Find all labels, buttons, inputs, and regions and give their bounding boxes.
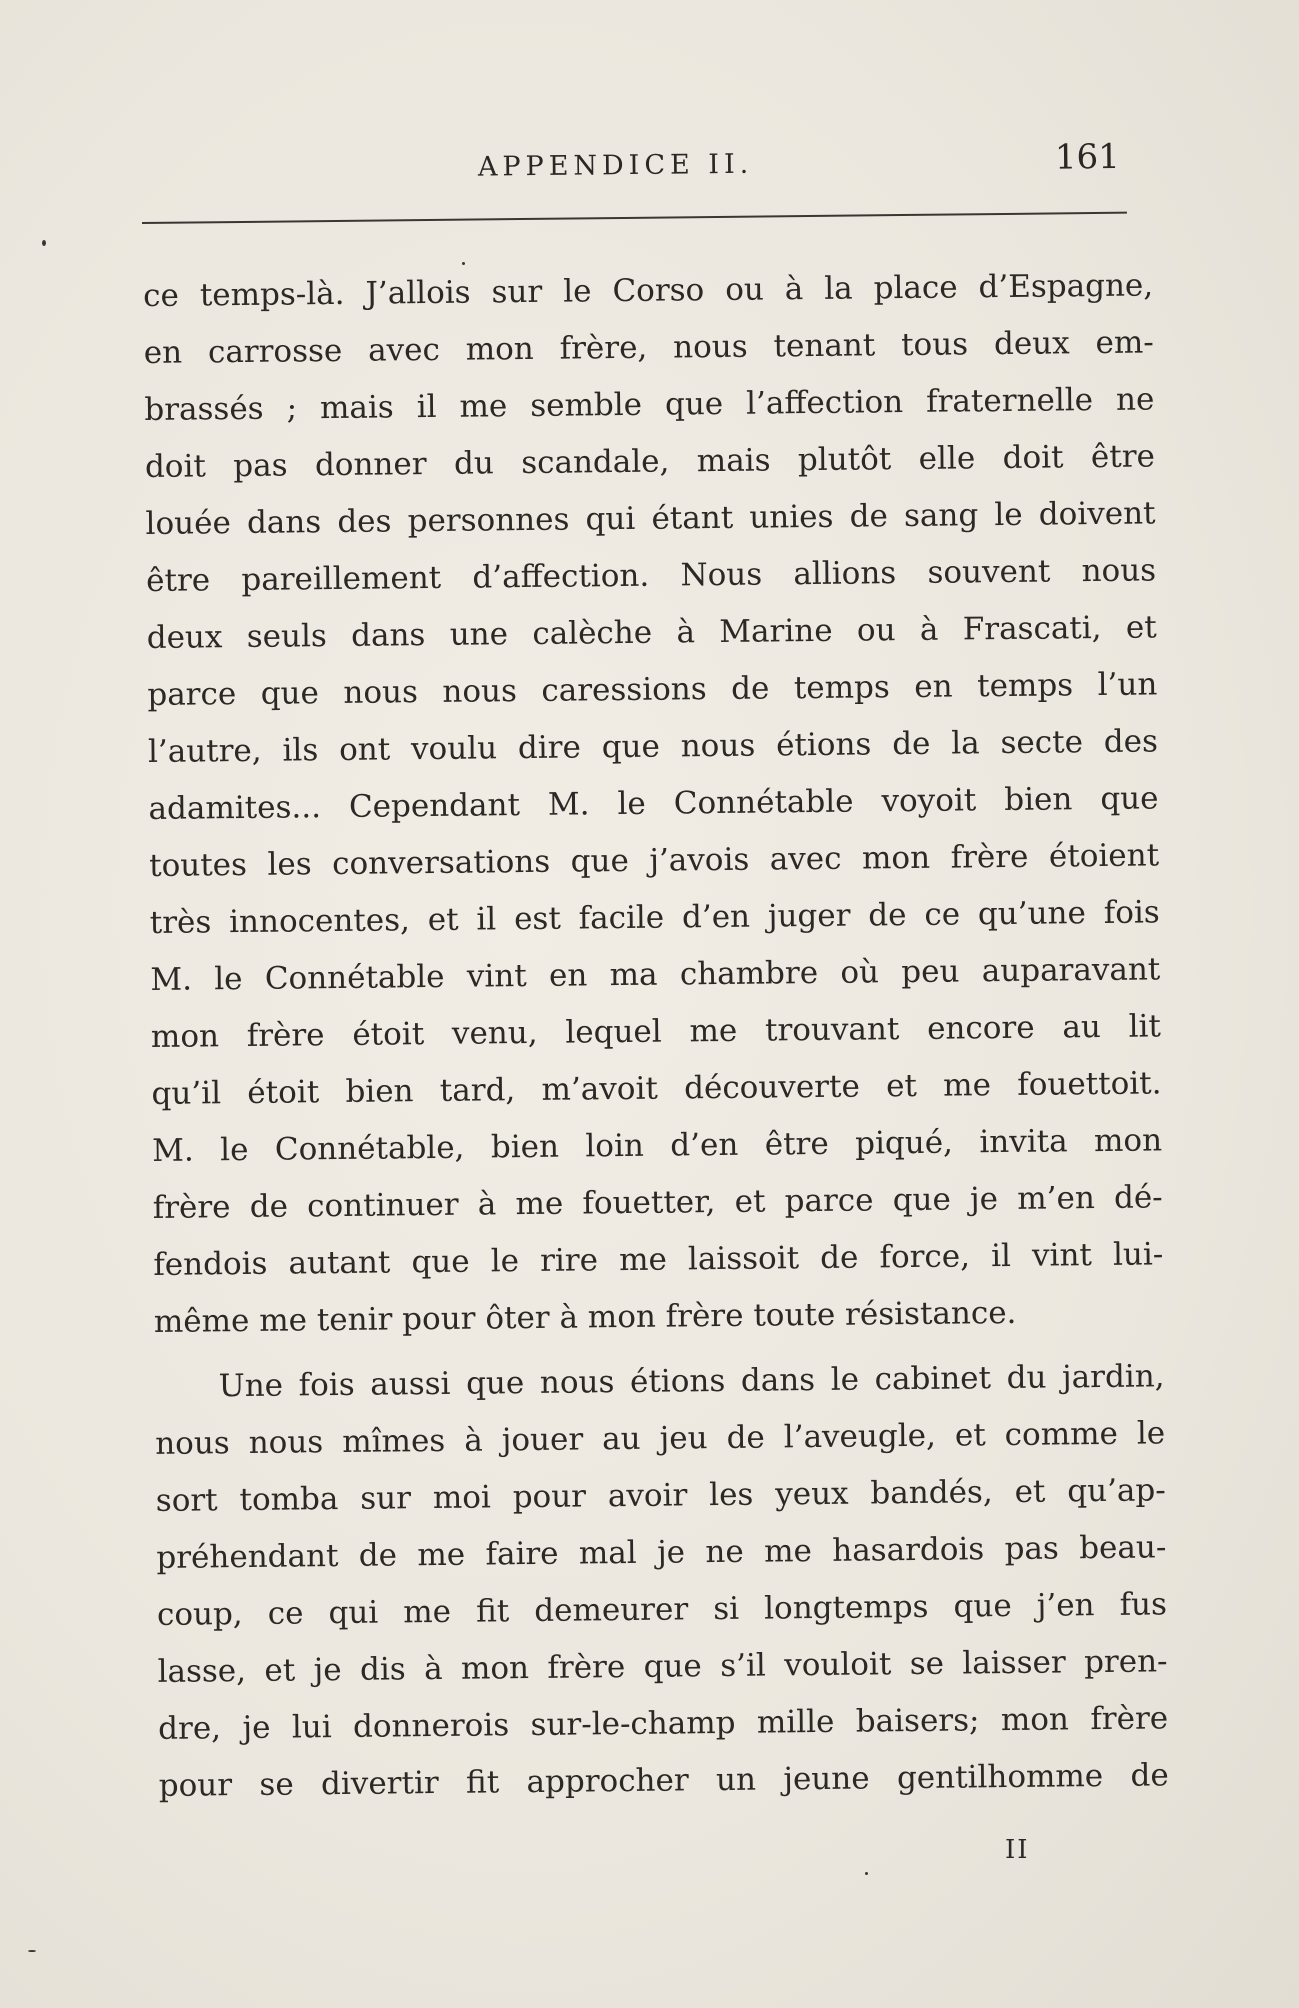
- text-line: préhendant de me faire mal je ne me hasardois pas beau-: [156, 1529, 1167, 1576]
- signature-mark: II: [1005, 1835, 1030, 1865]
- text-line: adamites... Cependant M. le Connétable voyoit bien que: [148, 780, 1159, 827]
- ink-speck: [462, 262, 465, 265]
- text-line: Une fois aussi que nous étions dans le cabinet du jardin,: [218, 1358, 1165, 1405]
- page-header: [140, 136, 1125, 205]
- text-line: nous nous mîmes à jouer au jeu de l’aveugle, et comme le: [155, 1415, 1166, 1462]
- text-line: lasse, et je dis à mon frère que s’il vouloit se laisser pren-: [157, 1643, 1168, 1690]
- ink-speck: [865, 1872, 868, 1875]
- text-line: l’autre, ils ont voulu dire que nous étions de la secte des: [147, 723, 1159, 770]
- body-text: [143, 267, 1169, 1824]
- header-rule: [142, 212, 1127, 224]
- text-line: louée dans des personnes qui étant unies de sang le doivent: [145, 495, 1156, 542]
- text-line: qu’il étoit bien tard, m’avoit découverte et me fouettoit.: [151, 1065, 1162, 1112]
- ink-speck: [28, 1950, 36, 1952]
- text-line: parce que nous nous caressions de temps en temps l’un: [147, 666, 1158, 713]
- text-line: coup, ce qui me fit demeurer si longtemps que j’en fus: [156, 1586, 1168, 1633]
- text-line: brassés ; mais il me semble que l’affection fraternelle ne: [144, 381, 1155, 428]
- text-line: deux seuls dans une calèche à Marine ou à Frascati, et: [146, 609, 1157, 656]
- text-line: mon frère étoit venu, lequel me trouvant encore au lit: [150, 1008, 1162, 1055]
- text-line: frère de continuer à me fouetter, et parce que je m’en dé-: [152, 1179, 1163, 1226]
- ink-speck: [42, 240, 46, 246]
- text-line: sort tomba sur moi pour avoir les yeux bandés, et qu’ap-: [155, 1472, 1166, 1519]
- text-line: très innocentes, et il est facile d’en juger de ce qu’une fois: [149, 894, 1160, 941]
- text-line: ce temps-là. J’allois sur le Corso ou à la place d’Espagne,: [143, 267, 1154, 314]
- page-number: 161: [1054, 136, 1120, 178]
- text-line: pour se divertir fit approcher un jeune gentilhomme de: [158, 1757, 1169, 1804]
- text-line: doit pas donner du scandale, mais plutôt elle doit être: [144, 438, 1156, 485]
- text-line: toutes les conversations que j’avois avec mon frère étoient: [148, 837, 1160, 884]
- text-line: être pareillement d’affection. Nous allions souvent nous: [145, 552, 1157, 599]
- text-line: même me tenir pour ôter à mon frère toute résistance.: [153, 1294, 1017, 1340]
- text-line: M. le Connétable, bien loin d’en être piqué, invita mon: [151, 1122, 1163, 1169]
- text-line: M. le Connétable vint en ma chambre où peu auparavant: [150, 951, 1161, 998]
- text-line: fendois autant que le rire me laissoit de force, il vint lui-: [153, 1236, 1164, 1283]
- text-line: dre, je lui donnerois sur-le-champ mille baisers; mon frère: [158, 1700, 1169, 1747]
- text-line: en carrosse avec mon frère, nous tenant tous deux em-: [143, 324, 1154, 371]
- running-title: APPENDICE II.: [477, 148, 754, 183]
